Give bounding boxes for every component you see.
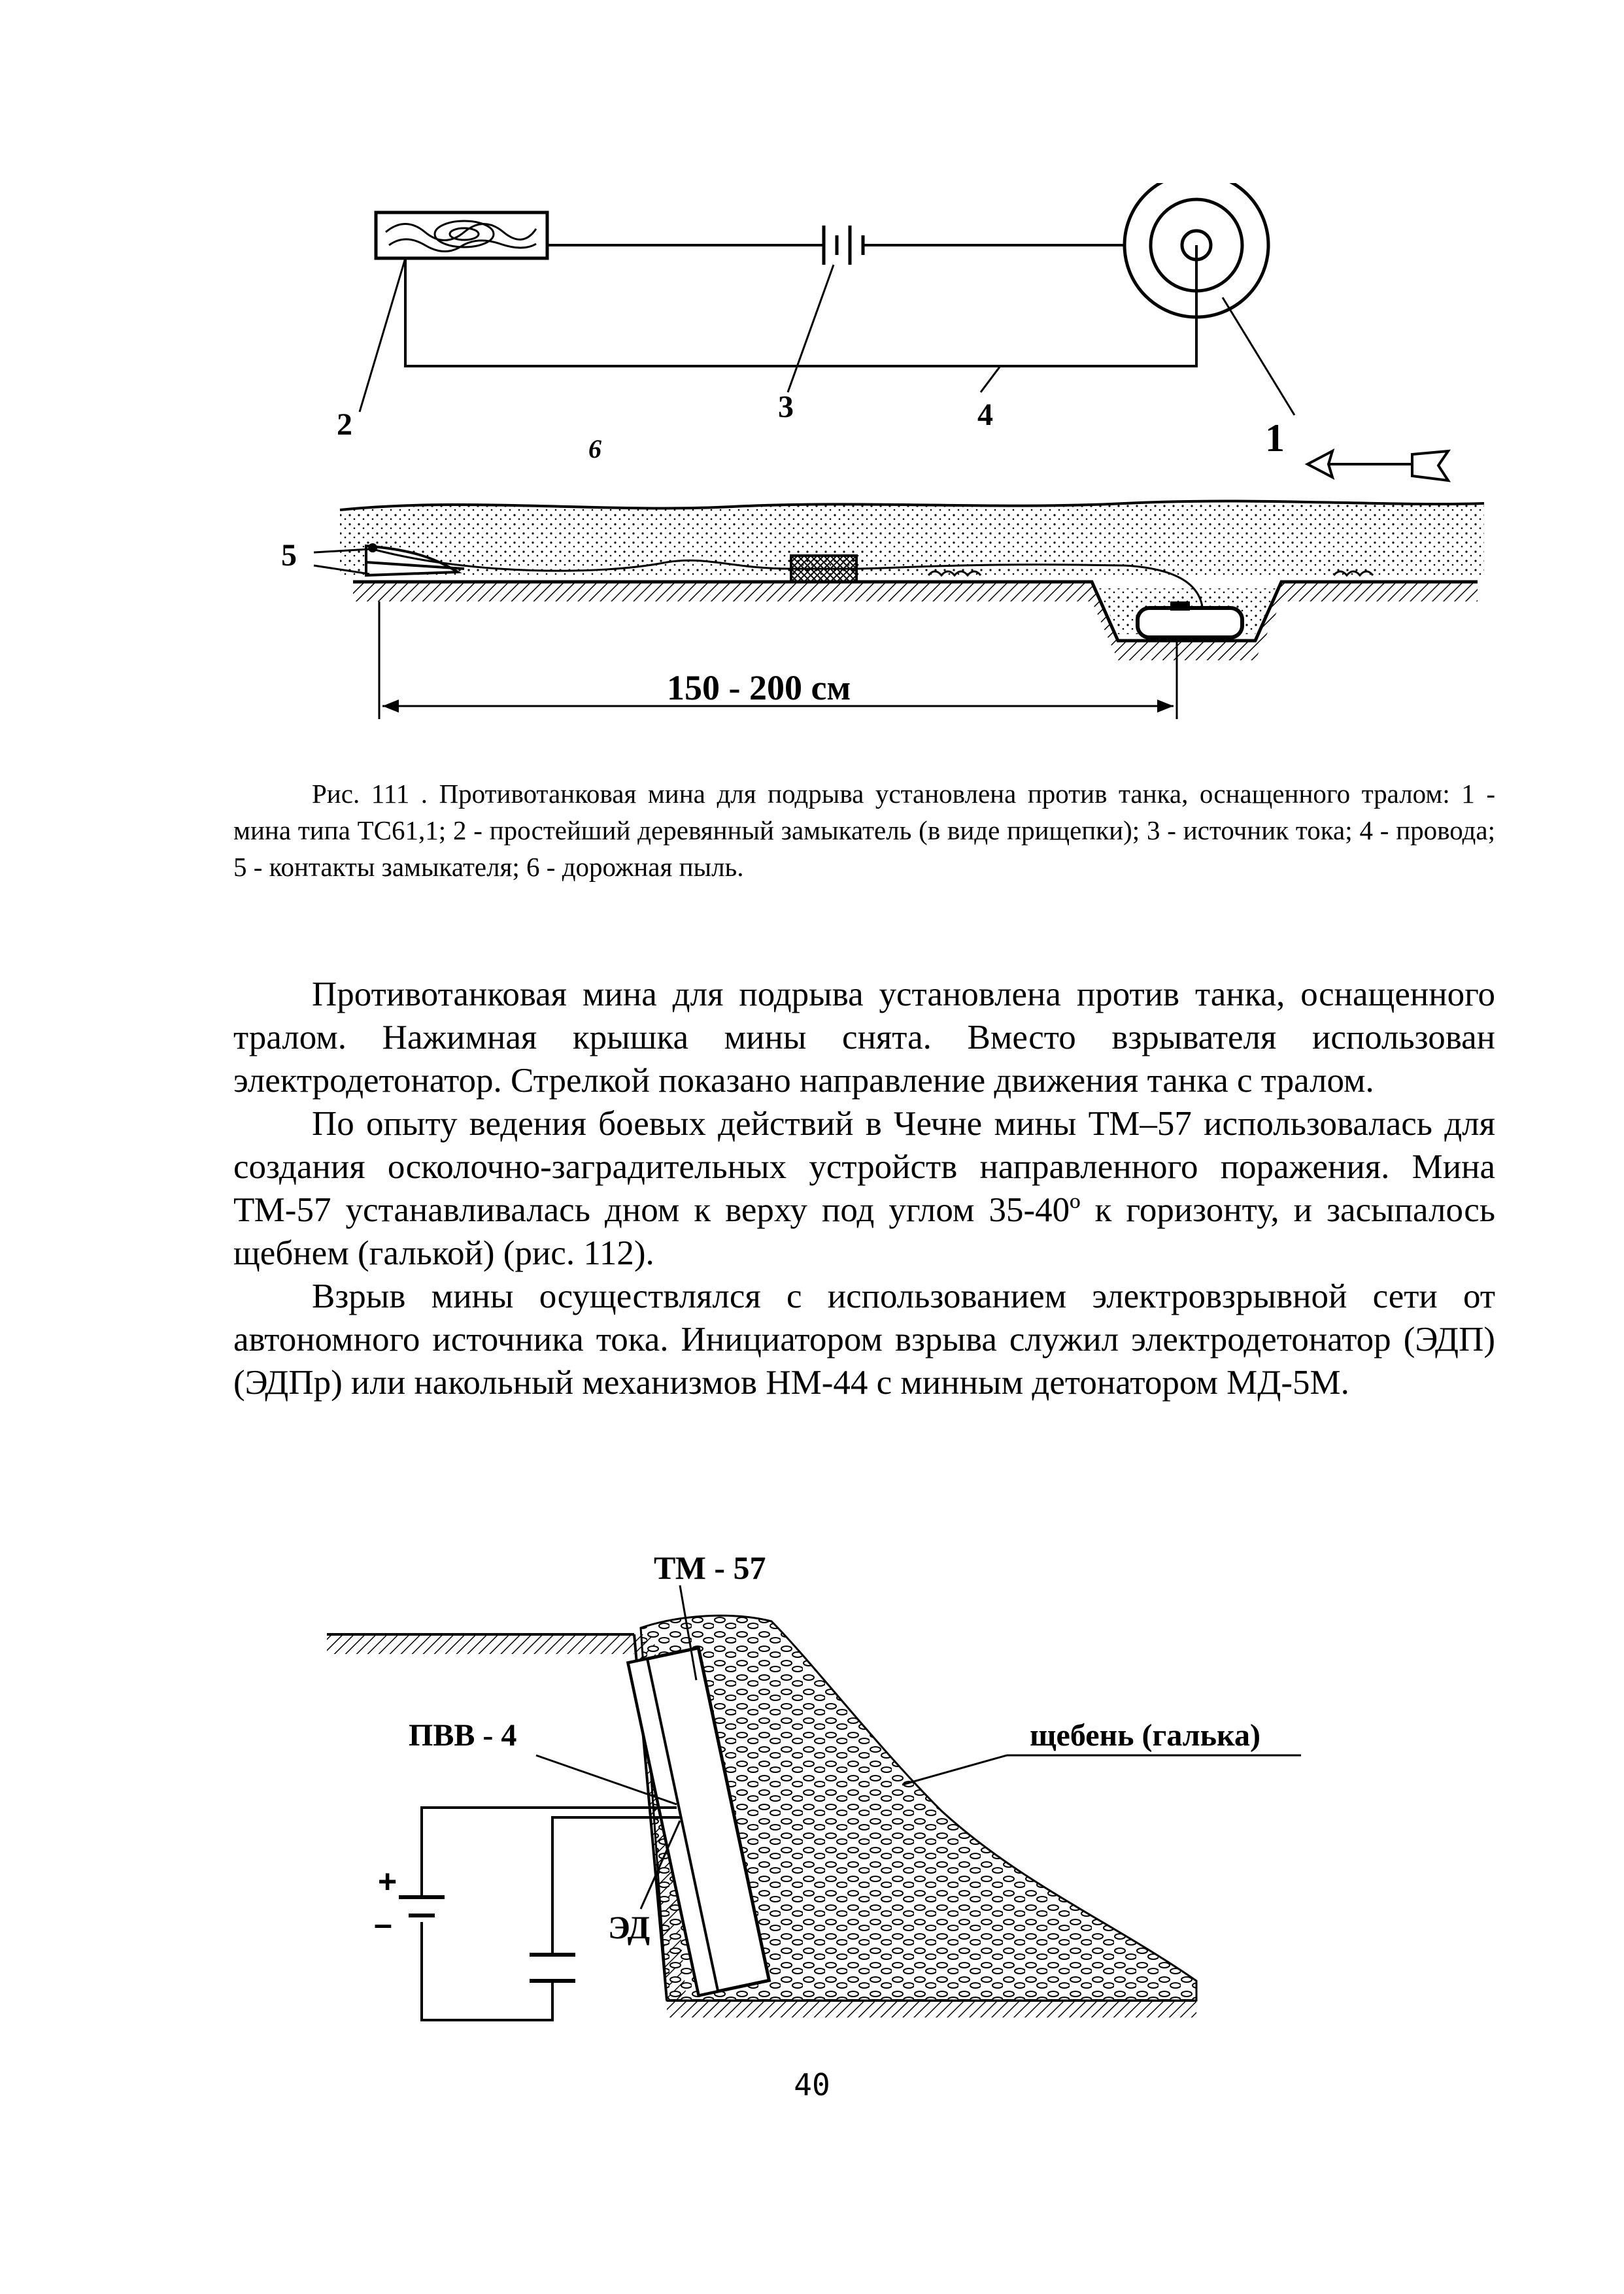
ground-hatch (353, 582, 1478, 660)
mine-buried (1138, 601, 1242, 637)
road-dust-layer (340, 501, 1484, 575)
figure-112 (314, 1530, 1334, 2053)
leader-1 (1223, 297, 1294, 415)
wood-clamp-symbol (376, 212, 547, 258)
label-5: 5 (281, 538, 297, 573)
direction-arrow-icon (1308, 451, 1448, 481)
battery-plus: + (378, 1863, 398, 1900)
label-tm57: ТМ - 57 (654, 1549, 766, 1586)
figure-111-drawing (275, 183, 1517, 745)
paragraph-1: Противотанковая мина для подрыва установлена против танка, оснащенного тралом. Нажимная крышка мины снята. Вместо взрывателя использован электродетонатор. Стрелкой показано направление движения танка с тралом. (233, 975, 1495, 1100)
label-gravel: щебень (галька) (1030, 1718, 1260, 1753)
label-4: 4 (977, 397, 993, 432)
label-2: 2 (337, 407, 352, 442)
label-ed: ЭД (608, 1909, 651, 1946)
battery-symbol (824, 226, 863, 265)
ground-surface-left (327, 1634, 634, 1654)
circuit-wire-bottom (422, 1922, 552, 2020)
caption-text: Рис. 111 . Противотанковая мина для подрыва установлена против танка, оснащенного тралом: 1 - мина типа ТС61,1; 2 - простейший деревянный замыкатель (в виде прищепки); 3 - источник тока; 4 - провода; 5 - контакты замыкателя; 6 - дорожная пыль. (233, 779, 1495, 882)
switch-symbol (530, 1955, 575, 1981)
battery-symbol-2 (399, 1897, 445, 1915)
leader-3 (788, 265, 834, 392)
label-1: 1 (1265, 416, 1285, 460)
paragraph-3: Взрыв мины осуществлялся с использованием электровзрывной сети от автономного источника тока. Инициатором взрыва служил электродетонатор (ЭДП) (ЭДПр) или накольный механизмов НМ-44 с минным детонатором МД-5М. (233, 1277, 1495, 1402)
label-pvv4: ПВВ - 4 (409, 1718, 517, 1753)
figure-112-drawing (314, 1530, 1334, 2053)
battery-minus: – (374, 1906, 392, 1942)
paragraph-2: По опыту ведения боевых действий в Чечне мины ТМ–57 использовалась для создания осколочно-заградительных устройств направленного поражения. Мина ТМ-57 устанавливалась дном к верху под углом 35-40º к горизонту, и засыпалось щебнем (галькой) (рис. 112). (233, 1105, 1495, 1272)
trench-bottom-hatch (667, 2000, 1196, 2017)
figure-111 (275, 183, 1517, 745)
distance-label: 150 - 200 см (667, 668, 851, 707)
leader-4 (981, 366, 1000, 392)
battery-box (791, 556, 856, 582)
wire-loop (405, 245, 1196, 366)
label-3: 3 (778, 390, 794, 424)
leader-2 (360, 258, 405, 412)
page-number: 40 (794, 2067, 830, 2102)
label-6: 6 (588, 434, 601, 464)
body-text (233, 973, 1495, 1404)
leader-gravel (902, 1755, 1007, 1785)
circuit-wire-top (422, 1808, 677, 1896)
figure-111-caption (233, 775, 1495, 885)
